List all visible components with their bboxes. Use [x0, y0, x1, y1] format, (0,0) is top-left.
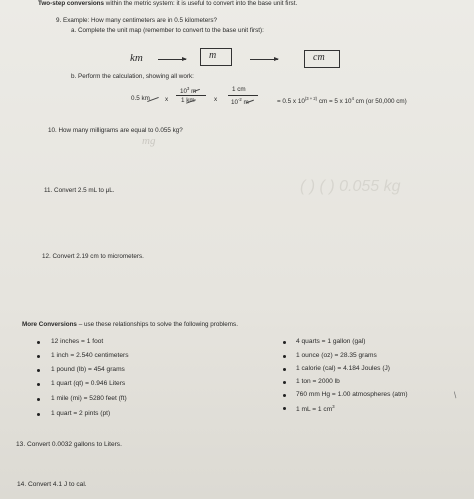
calc-f1-numerator: $10^3$ m: [180, 86, 197, 96]
calc-result: = 0.5 x $10^{(3 + 2)}$ cm = 5 x $10^4$ cm (or 50,000 cm): [277, 96, 407, 106]
more-conversions-instruction: – use these relationships to solve the following problems.: [78, 321, 238, 328]
unit-map-arrow-1: [158, 59, 186, 60]
calc-f1-fraction-bar: [176, 95, 206, 96]
calc-times-1: x: [165, 96, 169, 103]
conversion-left-1: 12 inches = 1 foot: [51, 338, 104, 345]
question-13: 13. Convert 0.0032 gallons to Liters.: [16, 441, 122, 448]
example-number: 9.: [56, 17, 62, 24]
unit-map-middle: m: [209, 50, 217, 61]
header-line: [38, 0, 297, 7]
conversion-right-2: 1 ounce (oz) = 28.35 grams: [296, 352, 377, 359]
conversion-left-5: 1 mile (mi) = 5280 feet (ft): [51, 395, 127, 402]
question-10: 10. How many milligrams are equal to 0.055 kg?: [48, 127, 183, 134]
calc-f2-numerator: 1 cm: [232, 86, 246, 93]
conversion-right-5: 760 mm Hg = 1.00 atmospheres (atm): [296, 391, 408, 398]
unit-map-from: km: [130, 52, 143, 64]
question-12: 12. Convert 2.19 cm to micrometers.: [42, 253, 144, 260]
example-text: Example: How many centimeters are in 0.5 kilometers?: [63, 17, 218, 24]
unit-map-arrow-2: [250, 59, 278, 60]
bullet: [283, 407, 286, 410]
bleed-through-marks: ( ) ( ) 0.055 kg: [300, 178, 401, 195]
bullet: [37, 413, 40, 416]
conversion-left-4: 1 quart (qt) = 0.946 Liters: [51, 380, 126, 387]
conversion-right-1: 4 quarts = 1 gallon (gal): [296, 338, 366, 345]
calc-f2-denominator: $10^{-2}$ m: [231, 97, 249, 107]
example-part-b: b. Perform the calculation, showing all work:: [71, 73, 194, 80]
bullet: [37, 383, 40, 386]
conversion-right-4: 1 ton = 2000 lb: [296, 378, 340, 385]
conversion-right-3: 1 calorie (cal) = 4.184 Joules (J): [296, 365, 391, 372]
unit-map-to: cm: [313, 52, 325, 63]
conversion-right-6: 1 mL = 1 $cm^3$: [296, 404, 335, 414]
bullet: [283, 355, 286, 358]
calc-f2-fraction-bar: [228, 95, 258, 96]
question-11: 11. Convert 2.5 mL to μL.: [44, 187, 115, 194]
bullet: [283, 381, 286, 384]
header-subtitle: within the metric system: it is useful to convert into the base unit first.: [105, 0, 298, 7]
example-part-a: a. Complete the unit map (remember to convert to the base unit first):: [71, 27, 264, 34]
conversion-left-2: 1 inch = 2.540 centimeters: [51, 352, 129, 359]
bullet: [37, 369, 40, 372]
more-conversions-heading: [22, 321, 238, 328]
question-10-handwriting: mg: [142, 135, 156, 147]
calc-f1-denominator: 1 km: [181, 97, 195, 104]
conversion-left-3: 1 pound (lb) = 454 grams: [51, 366, 125, 373]
bullet: [283, 341, 286, 344]
example-question: [56, 17, 217, 24]
bullet: [37, 355, 40, 358]
header-title: Two-step conversions: [38, 0, 105, 7]
bullet: [283, 394, 286, 397]
conversion-left-6: 1 quart = 2 pints (pt): [51, 410, 111, 417]
question-14: 14. Convert 4.1 J to cal.: [17, 481, 87, 488]
bullet: [37, 398, 40, 401]
calc-times-2: x: [214, 96, 218, 103]
bullet: [283, 368, 286, 371]
pencil-checkmark: /: [451, 390, 459, 400]
bullet: [37, 341, 40, 344]
calc-given: 0.5 km: [131, 95, 150, 102]
more-conversions-title: More Conversions: [22, 321, 77, 328]
